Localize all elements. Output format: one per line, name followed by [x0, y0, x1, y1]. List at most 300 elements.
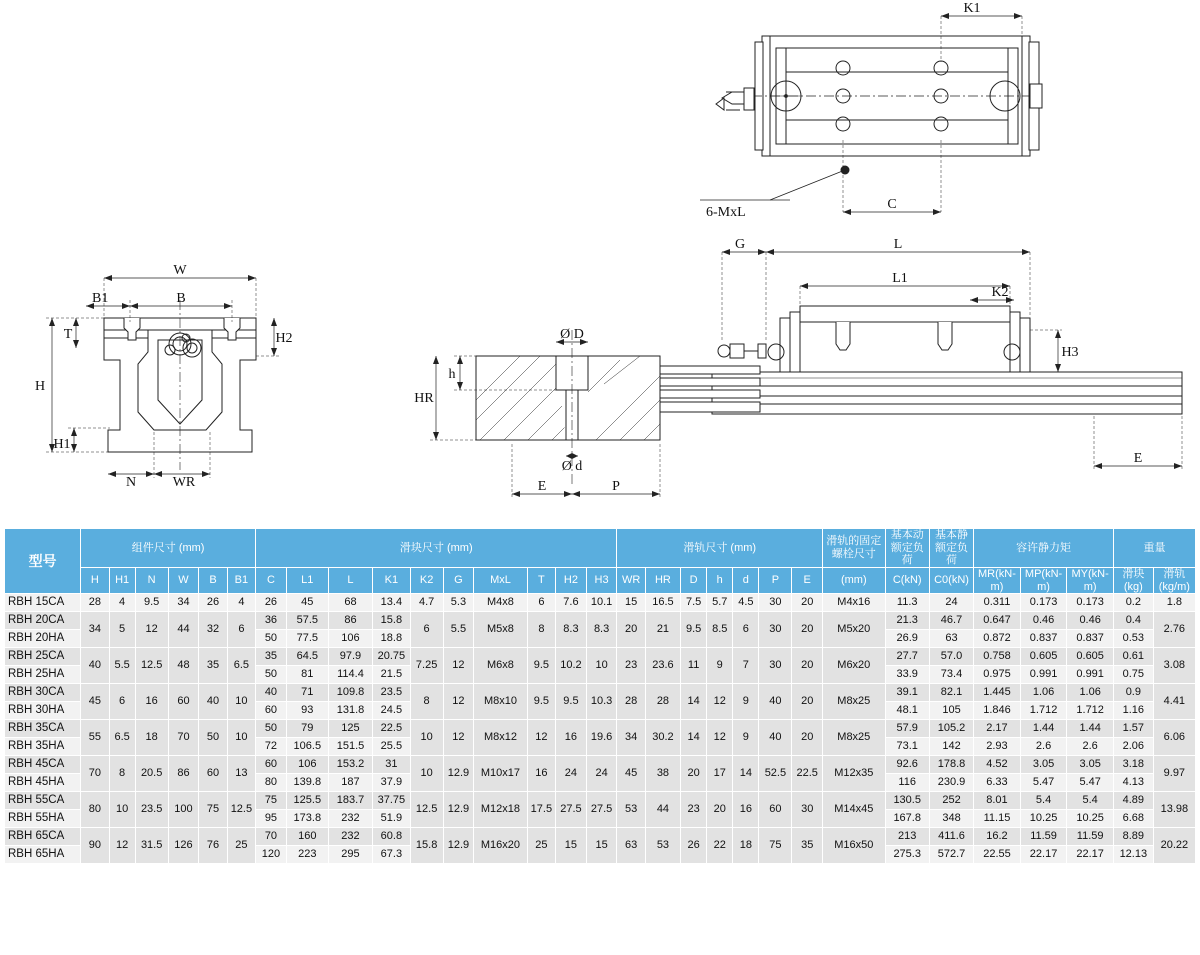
cell-H: 70	[81, 756, 109, 792]
front-view-drawing	[35, 263, 293, 490]
cell-K2: 10	[410, 720, 443, 756]
cell-H1: 12	[109, 828, 135, 864]
cell-model: RBH 20CA	[5, 612, 81, 630]
cell-B1: 6.5	[227, 648, 255, 684]
cell-B: 35	[199, 648, 227, 684]
cell-model: RBH 30CA	[5, 684, 81, 702]
cell-static-load: 57.0	[929, 648, 973, 666]
cell-G: 5.3	[443, 594, 474, 612]
cell-static-load: 63	[929, 630, 973, 648]
cell-MP: 3.05	[1020, 756, 1067, 774]
cell-MR: 2.17	[974, 720, 1021, 738]
cell-L: 114.4	[328, 666, 372, 684]
subheader-h: h	[707, 567, 733, 593]
cell-L1: 106	[286, 756, 328, 774]
label-W: W	[173, 263, 187, 278]
cell-H: 55	[81, 720, 109, 756]
cell-H2: 24	[556, 756, 587, 792]
cell-B: 40	[199, 684, 227, 720]
cell-B1: 10	[227, 684, 255, 720]
cell-weight-block: 0.4	[1113, 612, 1153, 630]
cell-W: 70	[168, 720, 199, 756]
cell-L: 97.9	[328, 648, 372, 666]
cell-K1: 24.5	[373, 702, 411, 720]
cell-C: 120	[256, 846, 287, 864]
cell-MxL: M8x10	[474, 684, 527, 720]
cell-K2: 6	[410, 612, 443, 648]
header-model: 型号	[5, 529, 81, 594]
cell-weight-block: 3.18	[1113, 756, 1153, 774]
cell-model: RBH 55HA	[5, 810, 81, 828]
cell-static-load: 73.4	[929, 666, 973, 684]
cell-H1: 6.5	[109, 720, 135, 756]
cell-model: RBH 35CA	[5, 720, 81, 738]
cell-d: 4.5	[733, 594, 759, 612]
label-L1: L1	[892, 271, 908, 286]
cell-model: RBH 65CA	[5, 828, 81, 846]
cell-MY: 0.46	[1067, 612, 1114, 630]
cell-WR: 28	[617, 684, 645, 720]
header-group-static-moment: 容许静力矩	[974, 529, 1114, 568]
cell-W: 44	[168, 612, 199, 648]
subheader-MR: MR(kN-m)	[974, 567, 1021, 593]
subheader-weight-rail: 滑轨(kg/m)	[1153, 567, 1195, 593]
table-row	[5, 792, 1196, 810]
cell-static-load: 572.7	[929, 846, 973, 864]
cell-MxL: M6x8	[474, 648, 527, 684]
cell-T: 9.5	[527, 684, 555, 720]
cell-HR: 53	[645, 828, 680, 864]
header-group-rail: 滑轨尺寸 (mm)	[617, 529, 823, 568]
cell-E: 20	[792, 720, 823, 756]
cell-weight-rail: 3.08	[1153, 648, 1195, 684]
cell-D: 9.5	[681, 612, 707, 648]
label-C: C	[887, 197, 897, 212]
cell-model: RBH 25CA	[5, 648, 81, 666]
cell-h: 9	[707, 648, 733, 684]
cell-K2: 7.25	[410, 648, 443, 684]
specification-table-wrap	[4, 528, 1196, 864]
cell-static-load: 252	[929, 792, 973, 810]
cell-MR: 0.975	[974, 666, 1021, 684]
subheader-MP: MP(kN-m)	[1020, 567, 1067, 593]
cell-L1: 57.5	[286, 612, 328, 630]
cell-H: 80	[81, 792, 109, 828]
cell-weight-rail: 6.06	[1153, 720, 1195, 756]
subheader-HR: HR	[645, 567, 680, 593]
cell-MR: 4.52	[974, 756, 1021, 774]
cell-H2: 27.5	[556, 792, 587, 828]
cell-MxL: M12x18	[474, 792, 527, 828]
cell-D: 14	[681, 720, 707, 756]
cell-E: 20	[792, 594, 823, 612]
cell-W: 48	[168, 648, 199, 684]
subheader-E: E	[792, 567, 823, 593]
cell-dynamic-load: 57.9	[885, 720, 929, 738]
subheader-MxL: MxL	[474, 567, 527, 593]
cell-C: 75	[256, 792, 287, 810]
label-6-MxL: 6-MxL	[706, 205, 746, 220]
subheader-W: W	[168, 567, 199, 593]
subheader-MY: MY(kN-m)	[1067, 567, 1114, 593]
specification-table	[4, 528, 1196, 864]
label-diameter-D: Ø D	[560, 327, 584, 342]
cell-K1: 60.8	[373, 828, 411, 846]
cell-MP: 5.4	[1020, 792, 1067, 810]
cell-d: 9	[733, 684, 759, 720]
cell-L1: 106.5	[286, 738, 328, 756]
cell-weight-block: 8.89	[1113, 828, 1153, 846]
cell-dynamic-load: 167.8	[885, 810, 929, 828]
cell-MxL: M8x12	[474, 720, 527, 756]
cell-K2: 10	[410, 756, 443, 792]
cell-WR: 15	[617, 594, 645, 612]
cell-L1: 71	[286, 684, 328, 702]
cell-weight-block: 6.68	[1113, 810, 1153, 828]
cell-L1: 125.5	[286, 792, 328, 810]
cell-H2: 8.3	[556, 612, 587, 648]
cell-MxL: M5x8	[474, 612, 527, 648]
table-row	[5, 648, 1196, 666]
cell-MY: 10.25	[1067, 810, 1114, 828]
cell-MY: 5.4	[1067, 792, 1114, 810]
label-K2: K2	[991, 285, 1009, 300]
cell-MY: 0.173	[1067, 594, 1114, 612]
cell-dynamic-load: 27.7	[885, 648, 929, 666]
cell-E: 22.5	[792, 756, 823, 792]
cell-P: 30	[759, 648, 792, 684]
cell-L1: 139.8	[286, 774, 328, 792]
cell-N: 12	[135, 612, 168, 648]
cell-static-load: 230.9	[929, 774, 973, 792]
cell-E: 20	[792, 648, 823, 684]
header-group-static-load: 基本静额定负荷	[929, 529, 973, 568]
cell-MR: 0.872	[974, 630, 1021, 648]
header-group-dynamic-load: 基本动额定负荷	[885, 529, 929, 568]
subheader-T: T	[527, 567, 555, 593]
cell-MP: 5.47	[1020, 774, 1067, 792]
cell-h: 20	[707, 792, 733, 828]
cell-MP: 11.59	[1020, 828, 1067, 846]
label-H2: H2	[275, 331, 293, 346]
cell-C: 50	[256, 666, 287, 684]
cell-N: 23.5	[135, 792, 168, 828]
cell-D: 23	[681, 792, 707, 828]
table-row	[5, 720, 1196, 738]
cell-H2: 16	[556, 720, 587, 756]
subheader-H3: H3	[586, 567, 617, 593]
cell-G: 5.5	[443, 612, 474, 648]
cell-W: 86	[168, 756, 199, 792]
cell-weight-rail: 1.8	[1153, 594, 1195, 612]
cell-H1: 4	[109, 594, 135, 612]
cell-dynamic-load: 48.1	[885, 702, 929, 720]
cell-dynamic-load: 33.9	[885, 666, 929, 684]
cell-MY: 0.991	[1067, 666, 1114, 684]
cell-C: 35	[256, 648, 287, 666]
cell-K1: 23.5	[373, 684, 411, 702]
cell-L1: 223	[286, 846, 328, 864]
cell-MY: 1.06	[1067, 684, 1114, 702]
cell-MR: 16.2	[974, 828, 1021, 846]
cell-MR: 2.93	[974, 738, 1021, 756]
cell-MR: 0.311	[974, 594, 1021, 612]
cell-H2: 10.2	[556, 648, 587, 684]
cell-N: 9.5	[135, 594, 168, 612]
cell-weight-block: 0.53	[1113, 630, 1153, 648]
cell-MY: 1.44	[1067, 720, 1114, 738]
cell-MP: 0.46	[1020, 612, 1067, 630]
cell-C: 60	[256, 756, 287, 774]
cell-H: 45	[81, 684, 109, 720]
cell-MR: 1.846	[974, 702, 1021, 720]
cell-MP: 2.6	[1020, 738, 1067, 756]
cell-L: 232	[328, 828, 372, 846]
cell-B: 50	[199, 720, 227, 756]
cell-G: 12	[443, 648, 474, 684]
table-head	[5, 529, 1196, 594]
cell-static-load: 105	[929, 702, 973, 720]
cell-MP: 0.837	[1020, 630, 1067, 648]
cell-HR: 38	[645, 756, 680, 792]
table-row	[5, 684, 1196, 702]
cell-D: 20	[681, 756, 707, 792]
cell-W: 34	[168, 594, 199, 612]
cell-WR: 45	[617, 756, 645, 792]
label-H1: H1	[53, 437, 71, 452]
subheader-P: P	[759, 567, 792, 593]
subheader-C: C	[256, 567, 287, 593]
cell-N: 20.5	[135, 756, 168, 792]
cell-MY: 22.17	[1067, 846, 1114, 864]
cell-C: 72	[256, 738, 287, 756]
cell-L: 183.7	[328, 792, 372, 810]
cell-H3: 15	[586, 828, 617, 864]
table-sub-header-row	[5, 567, 1196, 593]
top-view-drawing	[700, 1, 1042, 220]
cell-N: 18	[135, 720, 168, 756]
cell-weight-block: 1.16	[1113, 702, 1153, 720]
cell-T: 17.5	[527, 792, 555, 828]
cell-HR: 30.2	[645, 720, 680, 756]
cell-h: 12	[707, 684, 733, 720]
cell-C: 50	[256, 630, 287, 648]
cell-L: 187	[328, 774, 372, 792]
label-E-right: E	[1133, 451, 1143, 466]
subheader-D: D	[681, 567, 707, 593]
cell-MxL: M10x17	[474, 756, 527, 792]
cell-H3: 10	[586, 648, 617, 684]
cell-HR: 16.5	[645, 594, 680, 612]
cell-H1: 10	[109, 792, 135, 828]
header-group-bolt: 滑轨的固定螺栓尺寸	[823, 529, 886, 568]
cell-H: 34	[81, 612, 109, 648]
cell-G: 12	[443, 720, 474, 756]
cell-MR: 8.01	[974, 792, 1021, 810]
cell-dynamic-load: 73.1	[885, 738, 929, 756]
cell-P: 60	[759, 792, 792, 828]
cell-weight-rail: 13.98	[1153, 792, 1195, 828]
cell-L: 151.5	[328, 738, 372, 756]
cell-MP: 0.991	[1020, 666, 1067, 684]
label-G: G	[734, 237, 746, 252]
cell-K2: 15.8	[410, 828, 443, 864]
cell-HR: 28	[645, 684, 680, 720]
cell-C: 36	[256, 612, 287, 630]
cell-d: 7	[733, 648, 759, 684]
cell-static-load: 178.8	[929, 756, 973, 774]
cell-H2: 9.5	[556, 684, 587, 720]
cell-K1: 37.75	[373, 792, 411, 810]
cell-weight-block: 2.06	[1113, 738, 1153, 756]
cell-WR: 53	[617, 792, 645, 828]
cell-L: 68	[328, 594, 372, 612]
table-row	[5, 828, 1196, 846]
cell-static-load: 82.1	[929, 684, 973, 702]
cell-H3: 10.3	[586, 684, 617, 720]
cell-K1: 18.8	[373, 630, 411, 648]
cell-P: 40	[759, 684, 792, 720]
cell-C: 50	[256, 720, 287, 738]
cell-WR: 63	[617, 828, 645, 864]
cell-H3: 8.3	[586, 612, 617, 648]
cell-C: 40	[256, 684, 287, 702]
cell-static-load: 105.2	[929, 720, 973, 738]
cell-HR: 44	[645, 792, 680, 828]
cell-MY: 5.47	[1067, 774, 1114, 792]
cell-N: 12.5	[135, 648, 168, 684]
cell-L: 153.2	[328, 756, 372, 774]
cell-d: 14	[733, 756, 759, 792]
cell-HR: 21	[645, 612, 680, 648]
cell-B: 76	[199, 828, 227, 864]
cell-C: 70	[256, 828, 287, 846]
cell-C: 95	[256, 810, 287, 828]
cell-MP: 0.605	[1020, 648, 1067, 666]
cell-HR: 23.6	[645, 648, 680, 684]
label-T: T	[63, 327, 73, 342]
cell-MP: 10.25	[1020, 810, 1067, 828]
label-B1: B1	[92, 291, 109, 306]
header-group-block: 滑块尺寸 (mm)	[256, 529, 617, 568]
cell-MR: 0.647	[974, 612, 1021, 630]
cell-bolt: M8x25	[823, 720, 886, 756]
subheader-C-kN: C(kN)	[885, 567, 929, 593]
cell-H: 90	[81, 828, 109, 864]
cell-K2: 12.5	[410, 792, 443, 828]
cell-P: 75	[759, 828, 792, 864]
cell-T: 8	[527, 612, 555, 648]
cell-G: 12	[443, 684, 474, 720]
cell-model: RBH 20HA	[5, 630, 81, 648]
cell-bolt: M16x50	[823, 828, 886, 864]
subheader-L1: L1	[286, 567, 328, 593]
cell-D: 14	[681, 684, 707, 720]
cell-MP: 1.44	[1020, 720, 1067, 738]
header-group-weight: 重量	[1113, 529, 1195, 568]
cell-K1: 13.4	[373, 594, 411, 612]
cell-dynamic-load: 21.3	[885, 612, 929, 630]
cell-K2: 8	[410, 684, 443, 720]
cell-C: 60	[256, 702, 287, 720]
cell-L1: 93	[286, 702, 328, 720]
cell-H1: 6	[109, 684, 135, 720]
cell-weight-block: 1.57	[1113, 720, 1153, 738]
cell-model: RBH 30HA	[5, 702, 81, 720]
cell-L1: 77.5	[286, 630, 328, 648]
subheader-B: B	[199, 567, 227, 593]
cell-H2: 15	[556, 828, 587, 864]
cell-d: 18	[733, 828, 759, 864]
cell-L: 295	[328, 846, 372, 864]
cell-L1: 173.8	[286, 810, 328, 828]
cell-d: 9	[733, 720, 759, 756]
cell-dynamic-load: 275.3	[885, 846, 929, 864]
cell-N: 31.5	[135, 828, 168, 864]
label-P: P	[612, 479, 620, 494]
rail-section-drawing	[414, 327, 760, 498]
cell-static-load: 46.7	[929, 612, 973, 630]
cell-L: 109.8	[328, 684, 372, 702]
table-row	[5, 612, 1196, 630]
cell-K1: 37.9	[373, 774, 411, 792]
cell-MP: 1.712	[1020, 702, 1067, 720]
cell-L1: 81	[286, 666, 328, 684]
subheader-H2: H2	[556, 567, 587, 593]
cell-L1: 45	[286, 594, 328, 612]
cell-weight-block: 0.61	[1113, 648, 1153, 666]
cell-H: 28	[81, 594, 109, 612]
cell-G: 12.9	[443, 828, 474, 864]
cell-W: 60	[168, 684, 199, 720]
cell-H1: 8	[109, 756, 135, 792]
cell-K1: 21.5	[373, 666, 411, 684]
cell-E: 30	[792, 792, 823, 828]
cell-MP: 1.06	[1020, 684, 1067, 702]
table-row	[5, 756, 1196, 774]
cell-B1: 25	[227, 828, 255, 864]
label-B: B	[176, 291, 186, 306]
cell-weight-block: 12.13	[1113, 846, 1153, 864]
subheader-N: N	[135, 567, 168, 593]
cell-N: 16	[135, 684, 168, 720]
cell-weight-block: 4.13	[1113, 774, 1153, 792]
subheader-H: H	[81, 567, 109, 593]
cell-L: 106	[328, 630, 372, 648]
cell-T: 9.5	[527, 648, 555, 684]
cell-model: RBH 45CA	[5, 756, 81, 774]
cell-dynamic-load: 92.6	[885, 756, 929, 774]
cell-WR: 34	[617, 720, 645, 756]
cell-MY: 3.05	[1067, 756, 1114, 774]
cell-B1: 10	[227, 720, 255, 756]
cell-dynamic-load: 116	[885, 774, 929, 792]
cell-weight-block: 0.9	[1113, 684, 1153, 702]
cell-h: 5.7	[707, 594, 733, 612]
cell-weight-block: 0.2	[1113, 594, 1153, 612]
label-diameter-d: Ø d	[561, 459, 583, 474]
subheader-K1: K1	[373, 567, 411, 593]
cell-C: 26	[256, 594, 287, 612]
cell-bolt: M6x20	[823, 648, 886, 684]
cell-MR: 11.15	[974, 810, 1021, 828]
cell-D: 7.5	[681, 594, 707, 612]
label-K1: K1	[963, 1, 981, 16]
cell-B1: 4	[227, 594, 255, 612]
subheader-C0-kN: C0(kN)	[929, 567, 973, 593]
subheader-L: L	[328, 567, 372, 593]
cell-D: 11	[681, 648, 707, 684]
